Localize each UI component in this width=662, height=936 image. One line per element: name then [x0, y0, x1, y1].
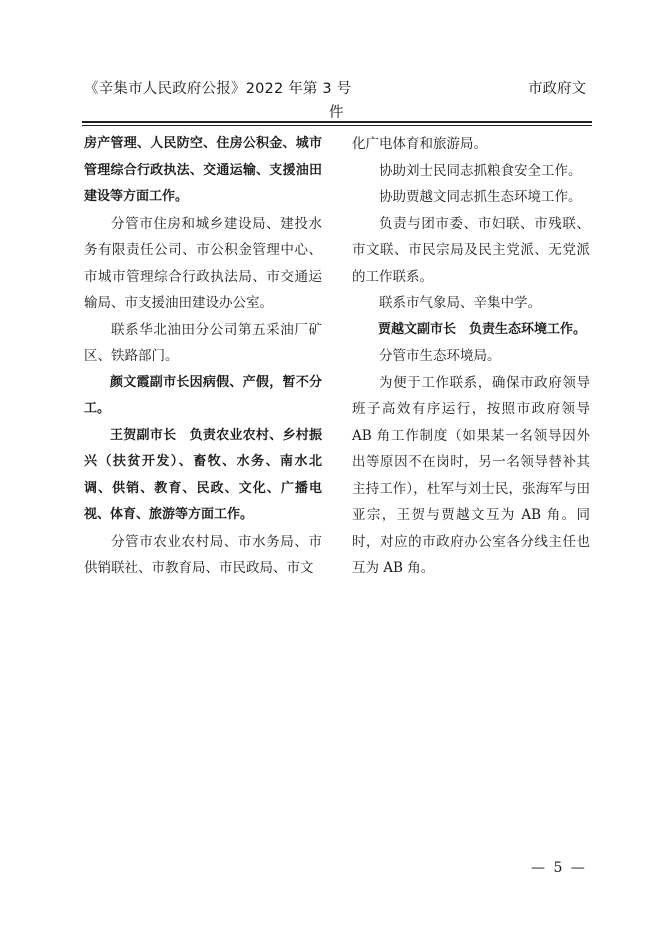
paragraph: 贾越文副市长 负责生态环境工作。 — [378, 321, 587, 337]
left-column — [84, 131, 322, 582]
page-number: — 5 — — [531, 860, 587, 876]
paragraph: 分管市住房和城乡建设局、建投水务有限责任公司、市公积金管理中心、市城市管理综合行政执法局、市交通运输局、市支援油田建设办公室。 — [84, 215, 322, 311]
header-title: 《辛集市人民政府公报》2022 年第 3 号 — [84, 81, 352, 97]
paragraph: 联系华北油田分公司第五采油厂矿区、铁路部门。 — [84, 321, 322, 364]
paragraph: 协助贾越文同志抓生态环境工作。 — [379, 189, 582, 205]
paragraph: 为便于工作联系，确保市政府领导班子高效有序运行，按照市政府领导 AB 角工作制度（如果某一名领导因外出等原因不在岗时，另一名领导替补其主持工作），杜军与刘士民，张海军与田亚宗，王贺与贾越文互为 AB 角。同时，对应的市政府办公室各分线主任也互为 AB 角。 — [352, 374, 590, 576]
paragraph: 化广电体育和旅游局。 — [352, 136, 487, 152]
paragraph: 颜文霞副市长因病假、产假，暂不分工。 — [84, 374, 322, 416]
header-doc-type: 市政府文 — [528, 81, 586, 97]
paragraph: 分管市农业农村局、市水务局、市供销联社、市教育局、市民政局、市文 — [84, 533, 322, 576]
header-rule-thick — [82, 121, 592, 123]
header-rule-thin — [82, 125, 592, 126]
paragraph: 协助刘士民同志抓粮食安全工作。 — [379, 162, 582, 179]
paragraph: 联系市气象局、辛集中学。 — [379, 295, 541, 311]
paragraph: 负责与团市委、市妇联、市残联、市文联、市民宗局及民主党派、无党派的工作联系。 — [352, 215, 590, 285]
right-column — [352, 131, 590, 582]
paragraph: 房产管理、人民防空、住房公积金、城市管理综合行政执法、交通运输、支援油田建设等方面工作。 — [84, 136, 322, 204]
paragraph: 分管市生态环境局。 — [379, 348, 501, 364]
header-doc-type-wrap: 件 — [329, 105, 344, 121]
paragraph: 王贺副市长 负责农业农村、乡村振兴（扶贫开发）、畜牧、水务、南水北调、供销、教育、民政、文化、广播电视、体育、旅游等方面工作。 — [84, 427, 322, 522]
